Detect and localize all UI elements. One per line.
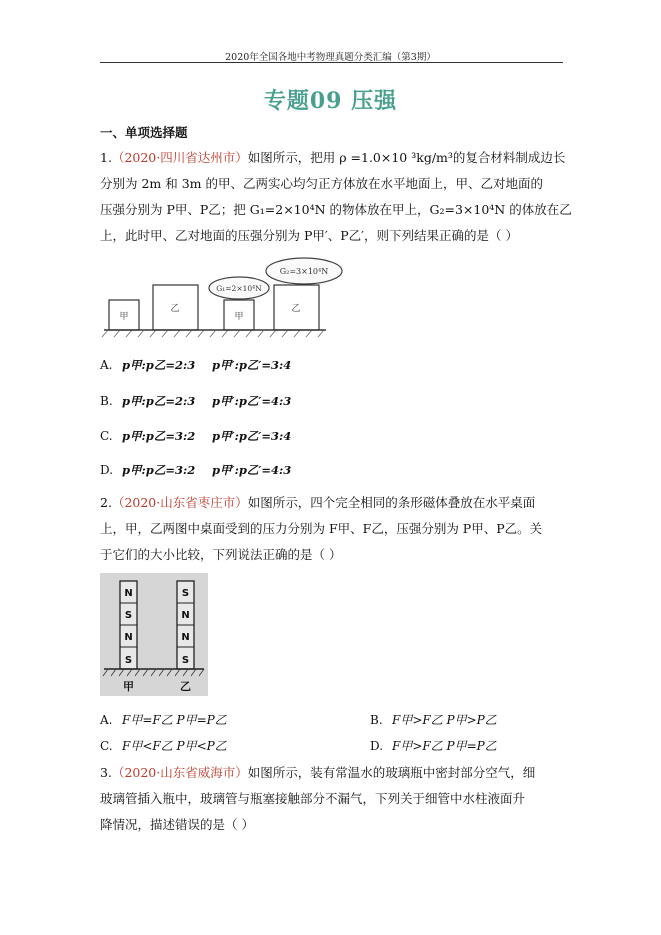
q3-number: 3. <box>100 765 112 780</box>
q2-line-2: 上，甲，乙两图中桌面受到的压力分别为 F甲、F乙，压强分别为 P甲、P乙。关 <box>100 521 543 536</box>
q2-line-3: 于它们的大小比较，下列说法正确的是（ ） <box>100 547 342 562</box>
section-heading: 一、单项选择题 <box>100 125 188 140</box>
header-rule <box>100 62 563 63</box>
q1-cloud-g2-label: G₂=3×10⁴N <box>279 267 329 276</box>
q1-line-3: 压强分别为 P甲、P乙；把 G₁=2×10⁴N 的物体放在甲上，G₂=3×10⁴N 的体放在乙 <box>100 202 572 217</box>
q2-caption-yi: 乙 <box>180 680 191 693</box>
q2-text-1: 如图所示，四个完全相同的条形磁体叠放在水平桌面 <box>247 495 536 510</box>
q2-magnet-left-2: S <box>124 610 133 621</box>
q3-text-1: 如图所示，装有常温水的玻璃瓶中密封部分空气，细 <box>247 765 536 780</box>
q2-caption-jia: 甲 <box>123 680 134 693</box>
q1-option-b[interactable]: B. p甲:p乙=2:3 p甲′:p乙′=4:3 <box>100 394 292 408</box>
q1-figure <box>100 255 355 340</box>
q1-number: 1. <box>100 150 112 165</box>
q1-block-yi-2-label: 乙 <box>291 304 301 314</box>
q2-number: 2. <box>100 495 112 510</box>
q1-option-a[interactable]: A. p甲:p乙=2:3 p甲′:p乙′=3:4 <box>100 358 292 372</box>
q2-option-c[interactable]: C. F甲<F乙 P甲<P乙 <box>100 739 227 753</box>
q1-option-d[interactable]: D. p甲:p乙=3:2 p甲′:p乙′=4:3 <box>100 463 292 477</box>
q1-cloud-g1-label: G₁=2×10⁴N <box>216 284 262 293</box>
q2-magnet-left-1: N <box>124 588 133 599</box>
q1-block-jia-label: 甲 <box>119 312 129 322</box>
q3-source: （2020·山东省威海市） <box>111 765 248 780</box>
q2-option-a[interactable]: A. F甲=F乙 P甲=P乙 <box>100 713 227 727</box>
q1-text-1: 如图所示，把用 ρ =1.0×10 ³kg/m³的复合材料制成边长 <box>247 150 566 165</box>
q3-line-1 <box>100 763 535 781</box>
q3-line-2: 玻璃管插入瓶中，玻璃管与瓶塞接触部分不漏气，下列关于细管中水柱液面升 <box>100 791 526 806</box>
q1-source: （2020·四川省达州市） <box>111 150 248 165</box>
q2-option-b[interactable]: B. F甲>F乙 P甲>P乙 <box>370 713 497 727</box>
q2-option-d[interactable]: D. F甲>F乙 P甲=P乙 <box>370 739 497 753</box>
q1-line-1 <box>100 148 565 166</box>
q2-source: （2020·山东省枣庄市） <box>111 495 248 510</box>
q2-magnet-right-1: S <box>181 588 190 599</box>
q1-line-4: 上，此时甲、乙对地面的压强分别为 P甲′、P乙′，则下列结果正确的是（ ） <box>100 228 518 243</box>
page-header: 2020年全国各地中考物理真题分类汇编（第3期） <box>225 52 436 63</box>
q3-line-3: 降情况，描述错误的是（ ） <box>100 817 254 832</box>
page-title: 专题09 压强 <box>263 88 398 114</box>
q1-option-c[interactable]: C. p甲:p乙=3:2 p甲′:p乙′=3:4 <box>100 429 292 443</box>
q1-line-2: 分别为 2m 和 3m 的甲、乙两实心均匀正方体放在水平地面上，甲、乙对地面的 <box>100 176 544 191</box>
q2-magnet-left-4: S <box>124 655 133 666</box>
q2-magnet-right-2: N <box>181 610 190 621</box>
q2-line-1 <box>100 493 535 511</box>
q2-figure <box>100 573 208 696</box>
q2-magnet-left-3: N <box>124 632 133 643</box>
q2-magnet-right-4: S <box>181 655 190 666</box>
q2-magnet-right-3: N <box>181 632 190 643</box>
q1-block-jia-2-label: 甲 <box>234 312 244 322</box>
q1-block-yi-label: 乙 <box>170 304 180 314</box>
